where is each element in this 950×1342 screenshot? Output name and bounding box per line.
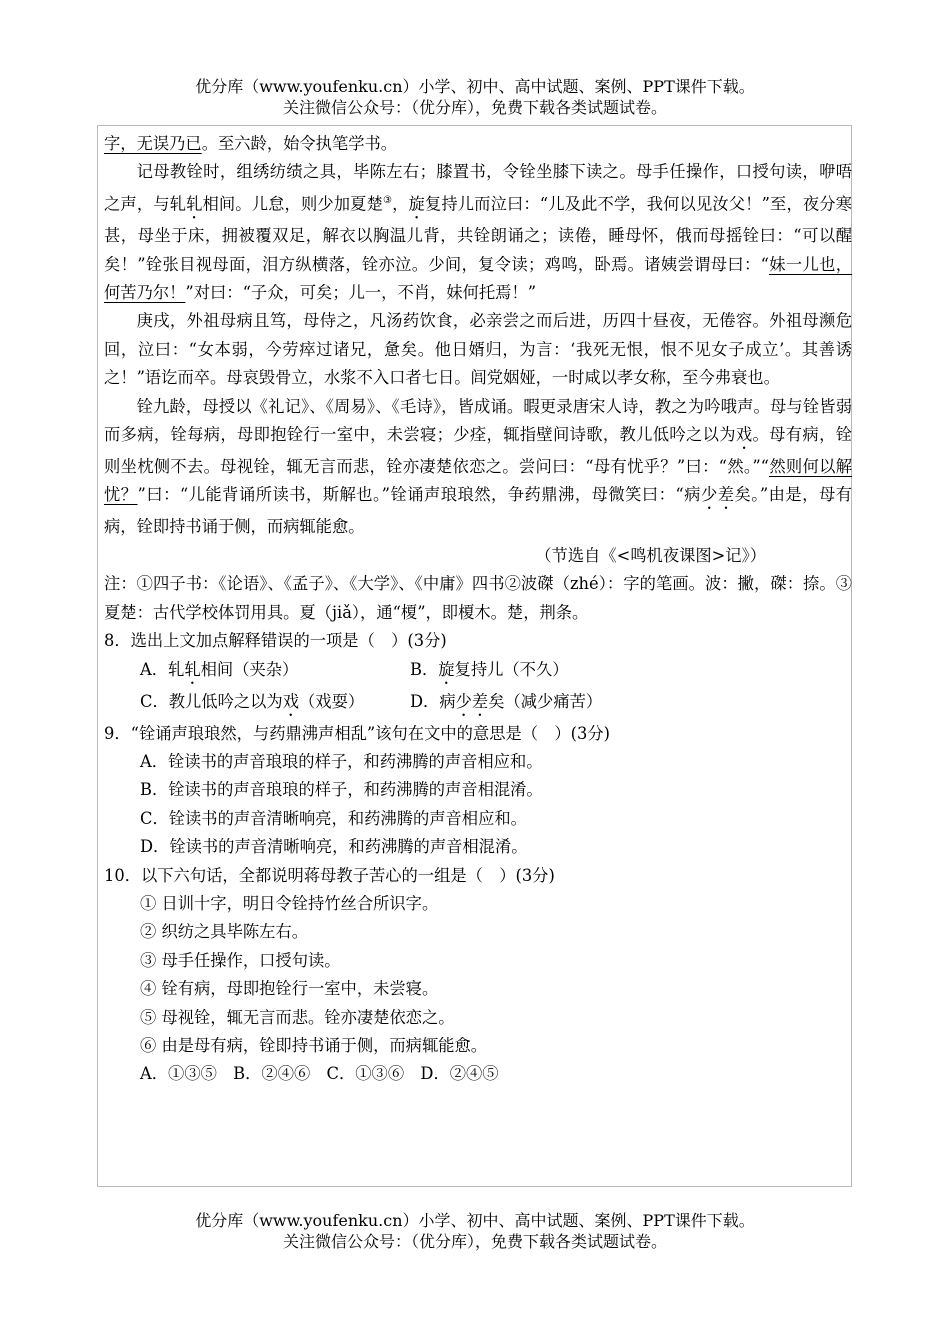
question-8-option-d[interactable] <box>410 688 602 720</box>
dotted-word: 轧 <box>186 194 203 214</box>
question-10-item: ⑤ 母视铨，辄无言而悲。铨亦凄楚依恋之。 <box>140 1007 455 1027</box>
page-footer <box>0 1210 950 1252</box>
passage-text: 铨九龄，母授以《礼记》、《周易》、《毛诗》，皆成诵。暇更录唐宋人诗，教之为吟哦声。母与铨皆弱而多病，铨每病，母即抱铨行一室中，未尝寝；少痊，辄指壁间诗歌，教儿低吟之以为 <box>104 396 852 445</box>
passage-paragraph-0 <box>104 130 852 158</box>
question-8-option-b[interactable] <box>410 656 569 688</box>
question-10-stem: 10．以下六句话，全都说明蒋母教子苦心的一组是（ ）(3分) <box>104 865 555 885</box>
passage-text: 。至六龄，始令执笔学书。 <box>201 134 398 153</box>
passage-paragraph-2: 庚戌，外祖母病且笃，母侍之，凡汤药饮食，必亲尝之而后进，历四十昼夜，无倦容。外祖母濒危回，泣曰：“女本弱，今劳瘁过诸兄，惫矣。他日婿归，为言：‘我死无恨，恨不见女子成立’。其善诱之！”语讫而卒。母哀毁骨立，水浆不入口者七日。闾党姻娅，一时咸以孝女称，至今弗衰也。 <box>104 311 852 388</box>
option-text: 矣（减少痛苦） <box>488 691 603 711</box>
dotted-word: 轧 <box>184 659 201 679</box>
option-text: D．病 <box>410 691 456 711</box>
passage-text: ， <box>392 194 409 214</box>
passage-text: 相间。儿怠，则少加夏楚 <box>202 194 383 214</box>
dotted-word: 戏 <box>282 691 300 711</box>
option-text: 复持儿（不久） <box>454 659 569 679</box>
passage-paragraph-3 <box>104 393 852 542</box>
dotted-word: 少差 <box>455 691 489 711</box>
passage-text: ”曰：“儿能背诵所读书，斯解也。”铨诵声琅琅然，争药鼎沸，母微笑曰：“病 <box>137 485 701 505</box>
passage-text: 。母有病，铨则坐枕侧不去。母视铨，辄无言而悲，铨亦凄楚依恋之。尝问曰：“母有忧乎？”曰：“然。”“ <box>104 425 852 477</box>
question-10-item: ⑥ 由是母有病，铨即持书诵于侧，而病辄能愈。 <box>140 1035 488 1055</box>
question-10-item: ④ 铨有病，母即抱铨行一室中，未尝寝。 <box>140 979 439 999</box>
question-9-option-c[interactable]: C．铨读书的声音清晰响亮，和药沸腾的声音相应和。 <box>140 808 527 828</box>
header-line-2: 关注微信公众号：（优分库），免费下载各类试题试卷。 <box>282 98 667 117</box>
question-8-options-row-2 <box>104 688 852 720</box>
option-text: A．轧 <box>140 659 185 679</box>
option-text: B． <box>410 659 439 679</box>
question-8-stem: 8．选出上文加点解释错误的一项是（ ）(3分) <box>104 631 447 651</box>
underlined-phrase: 妹一儿也，何苦乃尔！ <box>104 254 852 303</box>
question-8-option-a[interactable] <box>140 656 410 688</box>
question-9-option-b[interactable]: B．铨读书的声音琅琅的样子，和药沸腾的声音相混淆。 <box>140 780 543 800</box>
question-10-item: ③ 母手任操作，口授句读。 <box>140 950 341 970</box>
dotted-word: 戏 <box>735 425 753 445</box>
header-line-1: 优分库（www.youfenku.cn）小学、初中、高中试题、案例、PPT课件下载。 <box>195 77 755 96</box>
passage-text: ”对曰：“子众，可矣；儿一，不肖，妹何托焉！” <box>185 283 537 303</box>
dotted-word: 旋 <box>438 659 455 679</box>
passage-notes: 注：①四子书：《论语》、《孟子》、《大学》、《中庸》四书②波磔（zhé）：字的笔画。波：撇，磔：捺。③夏楚：古代学校体罚用具。夏（jiǎ），通“榎”，即榎木。楚，荆条。 <box>104 574 852 622</box>
underlined-phrase: 字，无误乃已 <box>104 134 202 153</box>
passage-text: 复持儿而泣曰：“儿及此不学，我何以见汝父！”至，夜分寒甚，母坐于床，拥被覆双足，解衣以胸温儿背，共铨朗诵之；读倦，睡母怀，俄而母摇铨曰：“可以醒矣！”铨张目视母面，泪方纵横落，铨亦泣。少间，复令读；鸡鸣，卧焉。诸姨尝谓母曰：“ <box>104 194 852 274</box>
underlined-phrase: 然则何以解忧？ <box>104 457 852 505</box>
page-header <box>0 76 950 118</box>
passage-text: 矣。”由是，母有病，铨即持书诵于侧，而病辄能愈。 <box>104 485 852 537</box>
dotted-word: 少差 <box>700 485 735 505</box>
question-9-option-a[interactable]: A．铨读书的声音琅琅的样子，和药沸腾的声音相应和。 <box>140 751 543 771</box>
question-10-item: ① 日训十字，明日令铨持竹丝合所识字。 <box>140 893 439 913</box>
dotted-word: 旋 <box>408 194 425 214</box>
question-9-stem: 9．“铨诵声琅琅然，与药鼎沸声相乱”该句在文中的意思是（ ）(3分) <box>104 723 610 743</box>
passage-source: （节选自《<鸣机夜课图>记》） <box>535 545 766 565</box>
question-8-option-c[interactable] <box>140 688 410 720</box>
footer-line-2: 关注微信公众号：（优分库），免费下载各类试题试卷。 <box>282 1232 667 1251</box>
question-10-item: ② 织纺之具毕陈左右。 <box>140 922 308 942</box>
exam-content <box>104 130 852 1089</box>
option-text: C．教儿低吟之以为 <box>140 691 283 711</box>
question-9-option-d[interactable]: D．铨读书的声音清晰响亮，和药沸腾的声音相混淆。 <box>140 837 528 857</box>
question-10-choices[interactable]: A．①③⑤ B．②④⑥ C．①③⑥ D．②④⑤ <box>140 1064 499 1084</box>
passage-text: 记母教铨时，组绣纺绩之具，毕陈左右；膝置书，令铨坐膝下读之。母手任操作，口授句读，咿唔之声，与轧 <box>104 162 852 214</box>
passage-paragraph-1 <box>104 158 852 307</box>
footer-line-1: 优分库（www.youfenku.cn）小学、初中、高中试题、案例、PPT课件下载。 <box>195 1211 755 1230</box>
option-text: 相间（夹杂） <box>200 659 299 679</box>
question-8-options-row-1 <box>104 656 852 688</box>
footnote-marker: ③ <box>383 194 393 206</box>
option-text: （戏耍） <box>299 691 365 711</box>
